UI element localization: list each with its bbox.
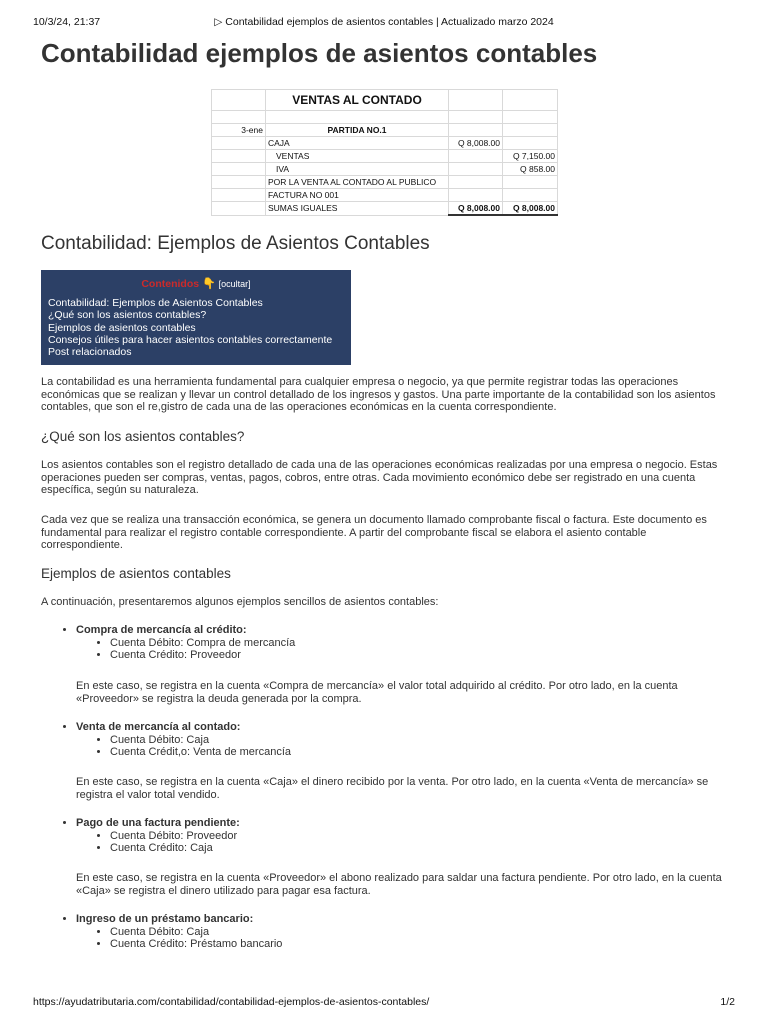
print-page-title: ▷ Contabilidad ejemplos de asientos contables | Actualizado marzo 2024 bbox=[214, 16, 554, 28]
sales-journal-table bbox=[211, 89, 558, 216]
example-item bbox=[41, 913, 731, 951]
sheet-title: VENTAS AL CONTADO bbox=[266, 90, 449, 111]
example-title: • Ingreso de un préstamo bancario: • Cuenta Débito: Caja • Cuenta Crédito: Préstamo bancario bbox=[76, 913, 731, 951]
example-explanation: En este caso, se registra en la cuenta «Proveedor» el abono realizado para saldar una factura pendiente. Por otro lado, en la cuenta «Caja» se registra el dinero utilizado para pagar esa factura. bbox=[76, 872, 722, 897]
print-timestamp: 10/3/24, 21:37 bbox=[33, 16, 101, 28]
example-credito: • Cuenta Crédito: Proveedor bbox=[110, 649, 731, 662]
que-son-heading: ¿Qué son los asientos contables? bbox=[41, 429, 245, 444]
toc-item[interactable]: Ejemplos de asientos contables bbox=[48, 321, 196, 334]
sheet-row bbox=[212, 150, 558, 163]
sheet-row-debe bbox=[449, 189, 503, 202]
sheet-row-debe bbox=[449, 150, 503, 163]
sheet-row-desc: VENTAS bbox=[266, 150, 449, 163]
sheet-row-haber: Q 7,150.00 bbox=[503, 150, 558, 163]
example-debito: • Cuenta Débito: Caja bbox=[110, 734, 731, 747]
example-title: • Compra de mercancía al crédito: • Cuenta Débito: Compra de mercancía • Cuenta Crédito: Proveedor bbox=[76, 624, 731, 662]
example-debito: • Cuenta Débito: Caja bbox=[110, 926, 731, 939]
sheet-row-desc: IVA bbox=[266, 163, 449, 176]
sheet-row bbox=[212, 163, 558, 176]
example-credito: • Cuenta Crédito: Caja bbox=[110, 842, 731, 855]
sheet-total-debe: Q 8,008.00 bbox=[449, 202, 503, 216]
intro-block bbox=[41, 376, 731, 414]
que-son-paragraph-2: Cada vez que se realiza una transacción económica, se genera un documento llamado comprobante fiscal o factura. Este documento es fundamental para realizar el registro contable correspondiente. A partir del comprobante fiscal se elabora el asiento contable correspondiente. bbox=[41, 514, 707, 552]
sheet-total-haber: Q 8,008.00 bbox=[503, 202, 558, 216]
sheet-row-haber bbox=[503, 137, 558, 150]
ejemplos-heading: Ejemplos de asientos contables bbox=[41, 566, 231, 581]
sheet-partida: PARTIDA NO.1 bbox=[266, 124, 449, 137]
toc-toggle-link[interactable]: ocultar bbox=[221, 279, 249, 289]
que-son-p2-block bbox=[41, 514, 731, 552]
que-son-p1-block bbox=[41, 459, 731, 497]
example-explanation: En este caso, se registra en la cuenta «Caja» el dinero recibido por la venta. Por otro lado, en la cuenta «Venta de mercancía» se registra el valor total vendido. bbox=[76, 776, 709, 801]
toc-header bbox=[48, 274, 344, 294]
sheet-date: 3-ene bbox=[212, 124, 266, 137]
table-of-contents bbox=[41, 270, 351, 365]
que-son-paragraph-1: Los asientos contables son el registro detallado de cada una de las operaciones económicas realizadas por una empresa o negocio. Estas operaciones pueden ser compras, ventas, pagos, cobros, entre otras. Cada movimiento económico debe ser registrado en una cuenta específica, según su naturaleza. bbox=[41, 459, 718, 497]
sheet-row-desc: FACTURA NO 001 bbox=[266, 189, 449, 202]
toc-item[interactable]: ¿Qué son los asientos contables? bbox=[48, 309, 207, 322]
sheet-row-desc: CAJA bbox=[266, 137, 449, 150]
sheet-row-debe: Q 8,008.00 bbox=[449, 137, 503, 150]
toc-item[interactable]: Contabilidad: Ejemplos de Asientos Contables bbox=[48, 297, 263, 309]
ejemplos-intro-block bbox=[41, 596, 731, 609]
sheet-row-haber bbox=[503, 189, 558, 202]
article-title: Contabilidad ejemplos de asientos contables bbox=[41, 38, 598, 68]
toc-item[interactable]: Post relacionados bbox=[48, 346, 132, 359]
example-title: • Venta de mercancía al contado: • Cuenta Débito: Caja • Cuenta Crédit,o: Venta de mercancía bbox=[76, 721, 731, 759]
que-son-heading-block bbox=[41, 431, 731, 444]
example-debito: • Cuenta Débito: Compra de mercancía bbox=[110, 637, 731, 650]
example-explanation: En este caso, se registra en la cuenta «Compra de mercancía» el valor total adquirido al crédito. Por otro lado, en la cuenta «Proveedor» se registra la deuda generada por la compra. bbox=[76, 680, 678, 705]
print-header bbox=[33, 16, 735, 30]
toc-toggle-bracket-open: [ bbox=[218, 279, 222, 289]
print-page-number: 1/2 bbox=[720, 996, 735, 1008]
sheet-row-debe bbox=[449, 163, 503, 176]
ejemplos-heading-block bbox=[41, 568, 731, 581]
example-item bbox=[41, 624, 731, 662]
sheet-row bbox=[212, 176, 558, 189]
print-footer bbox=[33, 996, 735, 1008]
section-title: Contabilidad: Ejemplos de Asientos Contables bbox=[41, 233, 430, 254]
toc-list bbox=[48, 297, 344, 358]
example-item bbox=[41, 817, 731, 855]
toc-item[interactable]: Consejos útiles para hacer asientos contables correctamente bbox=[48, 333, 333, 346]
toc-toggle-bracket-close: ] bbox=[248, 279, 251, 289]
toc-title: Contenidos bbox=[141, 278, 200, 290]
intro-paragraph: La contabilidad es una herramienta fundamental para cualquier empresa o negocio, ya que permite registrar todas las operaciones económicas que se realizan y llevar un control detallado de los ingresos y gastos. Una parte importante de la contabilidad son los asientos contables, que son el re,gistro de cada una de las operaciones económicas en la cuenta correspondiente. bbox=[41, 376, 716, 414]
sheet-row bbox=[212, 189, 558, 202]
sheet-totals-label: SUMAS IGUALES bbox=[266, 202, 449, 216]
example-credito: • Cuenta Crédito: Préstamo bancario bbox=[110, 938, 731, 951]
sheet-row-haber: Q 858.00 bbox=[503, 163, 558, 176]
sheet-row-desc: POR LA VENTA AL CONTADO AL PUBLICO bbox=[266, 176, 449, 189]
print-url[interactable]: https://ayudatributaria.com/contabilidad/contabilidad-ejemplos-de-asientos-contables/ bbox=[33, 996, 430, 1008]
sheet-row-debe bbox=[449, 176, 503, 189]
sheet-row-haber bbox=[503, 176, 558, 189]
pointing-down-icon: 👇 bbox=[202, 278, 216, 290]
example-credito: • Cuenta Crédit,o: Venta de mercancía bbox=[110, 746, 731, 759]
example-title: • Pago de una factura pendiente: • Cuenta Débito: Proveedor • Cuenta Crédito: Caja bbox=[76, 817, 731, 855]
example-debito: • Cuenta Débito: Proveedor bbox=[110, 830, 731, 843]
sheet-row bbox=[212, 137, 558, 150]
example-item bbox=[41, 721, 731, 759]
ejemplos-intro: A continuación, presentaremos algunos ejemplos sencillos de asientos contables: bbox=[41, 596, 439, 608]
